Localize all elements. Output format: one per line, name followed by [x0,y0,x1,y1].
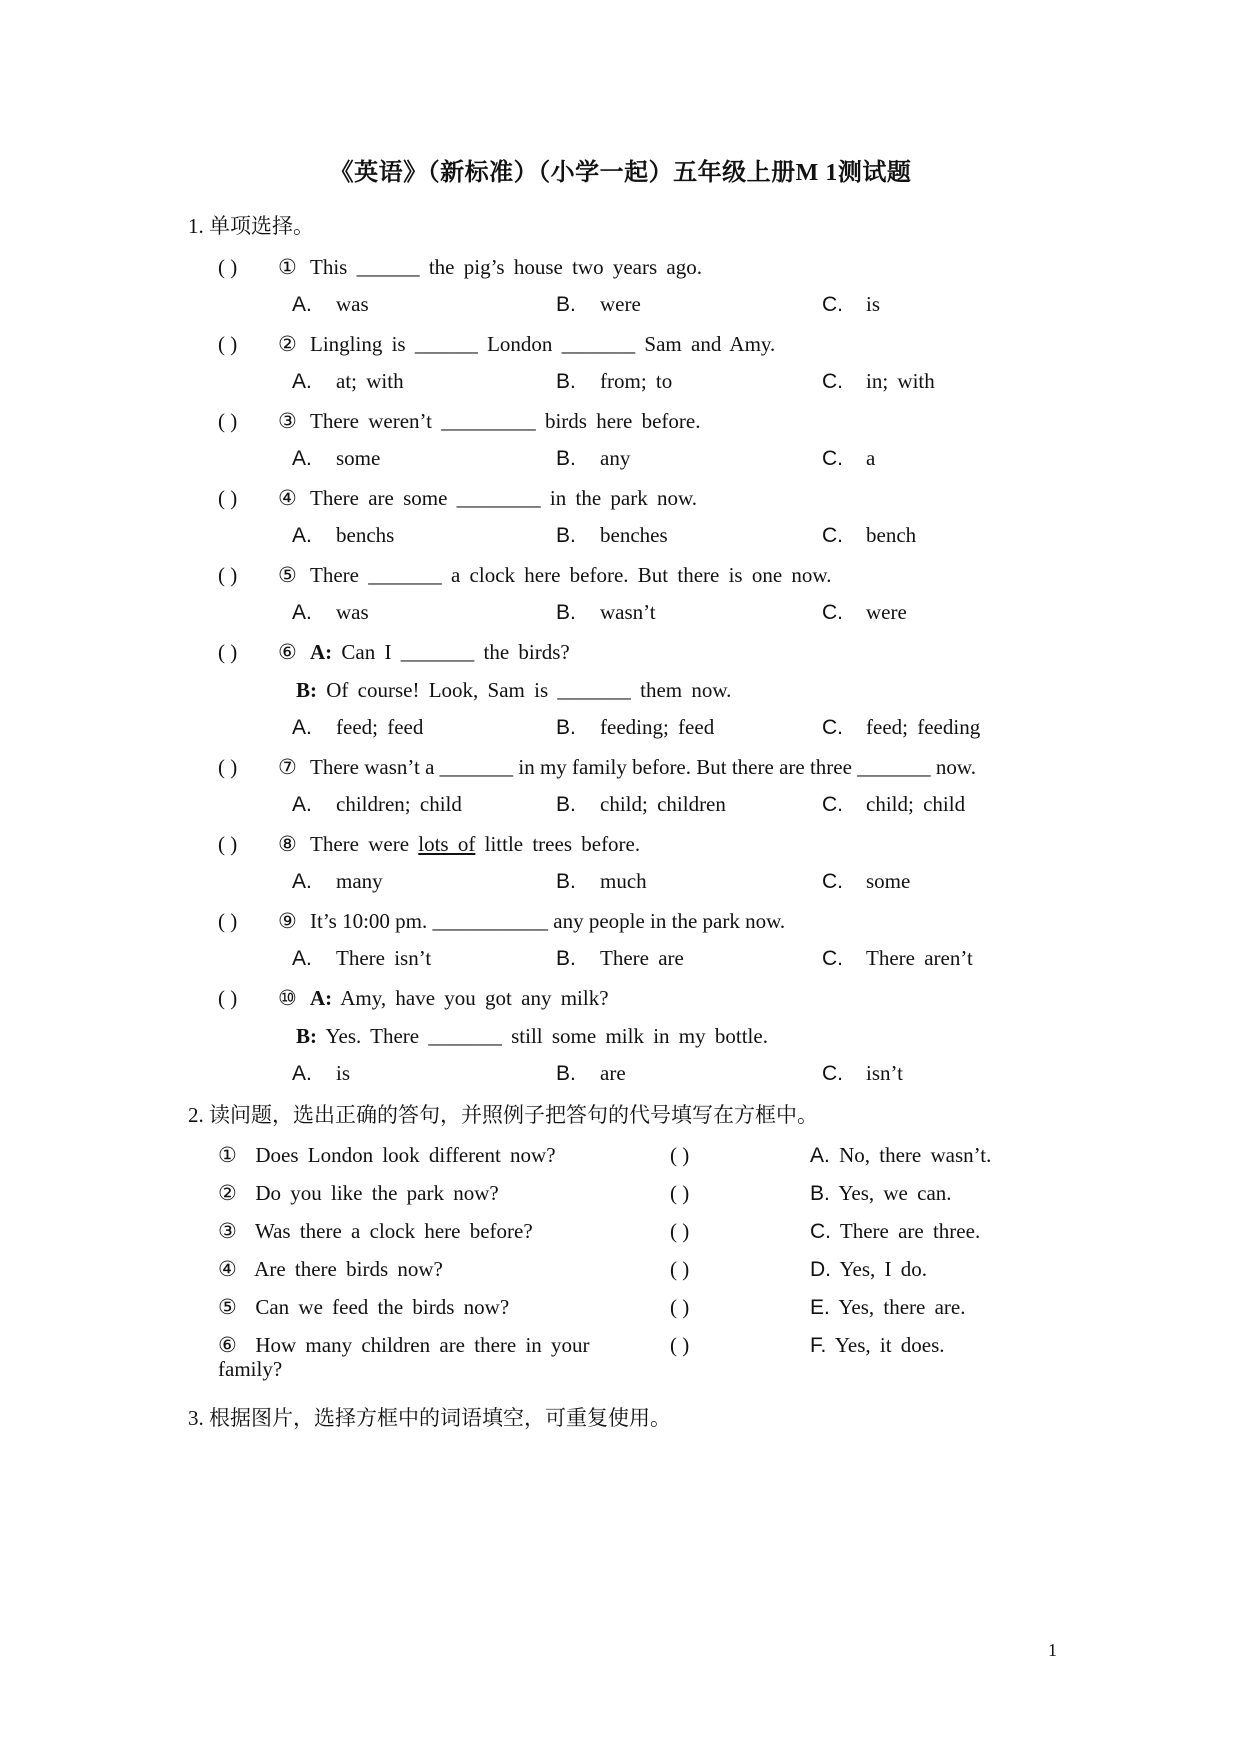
answer-paren: ( ) [218,332,238,356]
question-7 [218,755,1118,785]
question-line1: Can I _______ the birds? [341,640,570,664]
match-row-2 [218,1181,1038,1211]
options-2 [292,369,1052,399]
question-number: ⑤ [278,563,297,587]
option-text: benches [600,523,668,547]
question-number: ③ [278,409,297,433]
page-number: 1 [1048,1640,1057,1660]
option-c [822,869,910,894]
speaker-a: A: [310,640,333,664]
match-letter: E. [810,1296,830,1319]
option-letter: B. [556,524,576,547]
option-text: much [600,869,647,893]
option-letter: B. [556,716,576,739]
option-b [556,523,668,548]
section3-heading: 3. 根据图片，选择方框中的词语填空，可重复使用。 [188,1406,671,1430]
question-text [310,986,609,1011]
option-text: is [336,1061,351,1085]
match-question-text: Was there a clock here before? [254,1219,533,1243]
question-text [310,640,570,665]
option-text: children; child [336,792,462,816]
match-question [218,1295,509,1320]
option-letter: A. [292,447,312,470]
option-a [292,869,383,894]
match-num: ③ [218,1219,237,1243]
option-a [292,600,369,625]
option-text: feed; feed [336,715,424,739]
option-b [556,715,714,740]
option-letter: A. [292,870,312,893]
match-question [218,1143,556,1168]
question-text: It’s 10:00 pm. ___________ any people in the park now. [310,909,786,933]
option-text: There aren’t [866,946,973,970]
question-line2: Of course! Look, Sam is _______ them now. [326,678,732,702]
option-a [292,792,462,817]
question-number: ⑥ [278,640,297,664]
match-letter: C. [810,1220,831,1243]
question-text: This ______ the pig’s house two years ago. [310,255,702,279]
option-b [556,446,630,471]
match-question-text: Are there birds now? [254,1257,443,1281]
match-num: ④ [218,1257,237,1281]
question-number: ⑦ [278,755,297,779]
match-question-text: Does London look different now? [255,1143,556,1167]
options-9 [292,946,1052,976]
option-b [556,600,656,625]
options-8 [292,869,1052,899]
question-number: ② [278,332,297,356]
question-text [310,832,640,857]
options-1 [292,292,1052,322]
option-text: feed; feeding [866,715,981,739]
option-letter: B. [556,293,576,316]
option-c [822,369,935,394]
option-letter: B. [556,793,576,816]
options-10 [292,1061,1052,1091]
option-text: in; with [866,369,935,393]
match-num: ② [218,1181,237,1205]
option-c [822,715,980,740]
match-question [218,1257,443,1282]
match-answer [810,1143,991,1168]
option-b [556,946,684,971]
match-answer [810,1219,980,1244]
match-row-1 [218,1143,1038,1173]
match-row-5 [218,1295,1038,1325]
option-letter: B. [556,447,576,470]
match-paren: ( ) [670,1219,690,1243]
option-text: child; child [866,792,966,816]
page-title: 《英语》（新标准）（小学一起）五年级上册M 1测试题 [329,160,912,186]
option-letter: B. [556,870,576,893]
match-paren: ( ) [670,1333,690,1357]
option-a [292,523,394,548]
option-text: isn’t [866,1061,903,1085]
option-b [556,369,672,394]
answer-paren: ( ) [218,832,238,856]
answer-paren: ( ) [218,640,238,664]
option-c [822,946,973,971]
option-b [556,1061,626,1086]
match-row-4 [218,1257,1038,1287]
option-letter: C. [822,1062,843,1085]
option-letter: C. [822,293,843,316]
option-text: benchs [336,523,395,547]
question-text: Lingling is ______ London _______ Sam and Amy. [310,332,776,356]
option-letter: B. [556,1062,576,1085]
option-text: were [866,600,907,624]
question-10 [218,986,1038,1016]
match-row-3 [218,1219,1038,1249]
text-after: little trees before. [475,832,641,856]
option-b [556,869,647,894]
match-paren: ( ) [670,1257,690,1281]
option-c [822,600,907,625]
match-answer [810,1257,927,1282]
option-letter: C. [822,947,843,970]
question-6-line2 [296,678,731,703]
option-a [292,292,369,317]
question-text: There are some ________ in the park now. [310,486,698,510]
speaker-a: A: [310,986,333,1010]
match-answer-text: There are three. [839,1219,981,1243]
option-text: is [866,292,881,316]
option-text: many [336,869,383,893]
option-c [822,446,875,471]
section1-heading: 1. 单项选择。 [188,214,314,238]
match-paren: ( ) [670,1143,690,1167]
question-number: ⑨ [278,909,297,933]
option-letter: A. [292,716,312,739]
option-letter: C. [822,370,843,393]
answer-paren: ( ) [218,986,238,1010]
option-letter: A. [292,601,312,624]
option-letter: B. [556,370,576,393]
question-8 [218,832,1038,862]
match-question [218,1219,533,1244]
answer-paren: ( ) [218,755,238,779]
match-answer [810,1181,952,1206]
match-question-text: How many children are there in your [255,1333,590,1357]
question-line2: Yes. There _______ still some milk in my bottle. [325,1024,768,1048]
option-c [822,1061,903,1086]
match-answer-text: Yes, it does. [834,1333,945,1357]
match-question [218,1181,499,1206]
question-number: ⑧ [278,832,297,856]
question-3 [218,409,1038,439]
option-text: child; children [600,792,726,816]
option-text: was [336,600,369,624]
match-num: ⑥ [218,1333,237,1357]
option-text: are [600,1061,626,1085]
question-4 [218,486,1038,516]
match-question-continued: family? [218,1357,283,1381]
options-4 [292,523,1052,553]
match-question-text: Can we feed the birds now? [255,1295,510,1319]
match-letter: F. [810,1334,827,1357]
option-text: was [336,292,369,316]
question-text: There _______ a clock here before. But there is one now. [310,563,832,587]
question-6 [218,640,1038,670]
option-text: any [600,446,631,470]
match-answer-text: No, there wasn’t. [839,1143,992,1167]
text-before: There were [310,832,419,856]
underlined-phrase: lots of [418,832,476,856]
match-num: ① [218,1143,237,1167]
answer-paren: ( ) [218,909,238,933]
option-letter: A. [292,947,312,970]
question-text: There weren’t _________ birds here before. [310,409,701,433]
match-answer [810,1295,966,1320]
question-9 [218,909,1038,939]
match-answer-text: Yes, I do. [839,1257,928,1281]
option-b [556,792,726,817]
option-letter: C. [822,601,843,624]
option-letter: C. [822,716,843,739]
option-a [292,1061,350,1086]
option-text: feeding; feed [600,715,715,739]
option-text: wasn’t [600,600,656,624]
options-6 [292,715,1052,745]
option-text: bench [866,523,917,547]
question-2 [218,332,1038,362]
option-text: at; with [336,369,404,393]
option-letter: A. [292,370,312,393]
match-paren: ( ) [670,1295,690,1319]
option-b [556,292,641,317]
option-text: some [866,869,911,893]
option-text: some [336,446,381,470]
option-letter: A. [292,293,312,316]
answer-paren: ( ) [218,409,238,433]
question-5 [218,563,1038,593]
speaker-b: B: [296,1024,317,1048]
question-10-line2 [296,1024,768,1049]
match-question-text: Do you like the park now? [255,1181,499,1205]
question-number: ⑩ [278,986,297,1010]
answer-paren: ( ) [218,486,238,510]
option-letter: C. [822,447,843,470]
options-5 [292,600,1052,630]
option-a [292,446,380,471]
match-answer-text: Yes, we can. [838,1181,952,1205]
option-c [822,292,880,317]
answer-paren: ( ) [218,255,238,279]
option-a [292,369,404,394]
option-letter: C. [822,524,843,547]
question-line1: Amy, have you got any milk? [340,986,609,1010]
option-letter: B. [556,601,576,624]
option-a [292,715,423,740]
option-text: a [866,446,876,470]
option-a [292,946,431,971]
option-letter: A. [292,793,312,816]
options-7 [292,792,1052,822]
option-letter: A. [292,1062,312,1085]
options-3 [292,446,1052,476]
match-letter: A. [810,1144,830,1167]
match-answer [810,1333,945,1358]
option-letter: C. [822,870,843,893]
option-text: There are [600,946,684,970]
match-question [218,1333,590,1358]
match-paren: ( ) [670,1181,690,1205]
option-text: There isn’t [336,946,432,970]
option-c [822,792,965,817]
option-text: were [600,292,641,316]
option-c [822,523,916,548]
match-answer-text: Yes, there are. [838,1295,966,1319]
match-num: ⑤ [218,1295,237,1319]
option-letter: C. [822,793,843,816]
option-letter: B. [556,947,576,970]
question-number: ① [278,255,297,279]
match-letter: B. [810,1182,830,1205]
section2-heading: 2. 读问题，选出正确的答句，并照例子把答句的代号填写在方框中。 [188,1103,818,1127]
question-text: There wasn’t a _______ in my family before. But there are three _______ now. [310,755,976,779]
question-number: ④ [278,486,297,510]
answer-paren: ( ) [218,563,238,587]
match-row-6 [218,1333,1038,1391]
question-1 [218,255,1038,285]
option-letter: A. [292,524,312,547]
speaker-b: B: [296,678,317,702]
option-text: from; to [600,369,673,393]
match-letter: D. [810,1258,831,1281]
